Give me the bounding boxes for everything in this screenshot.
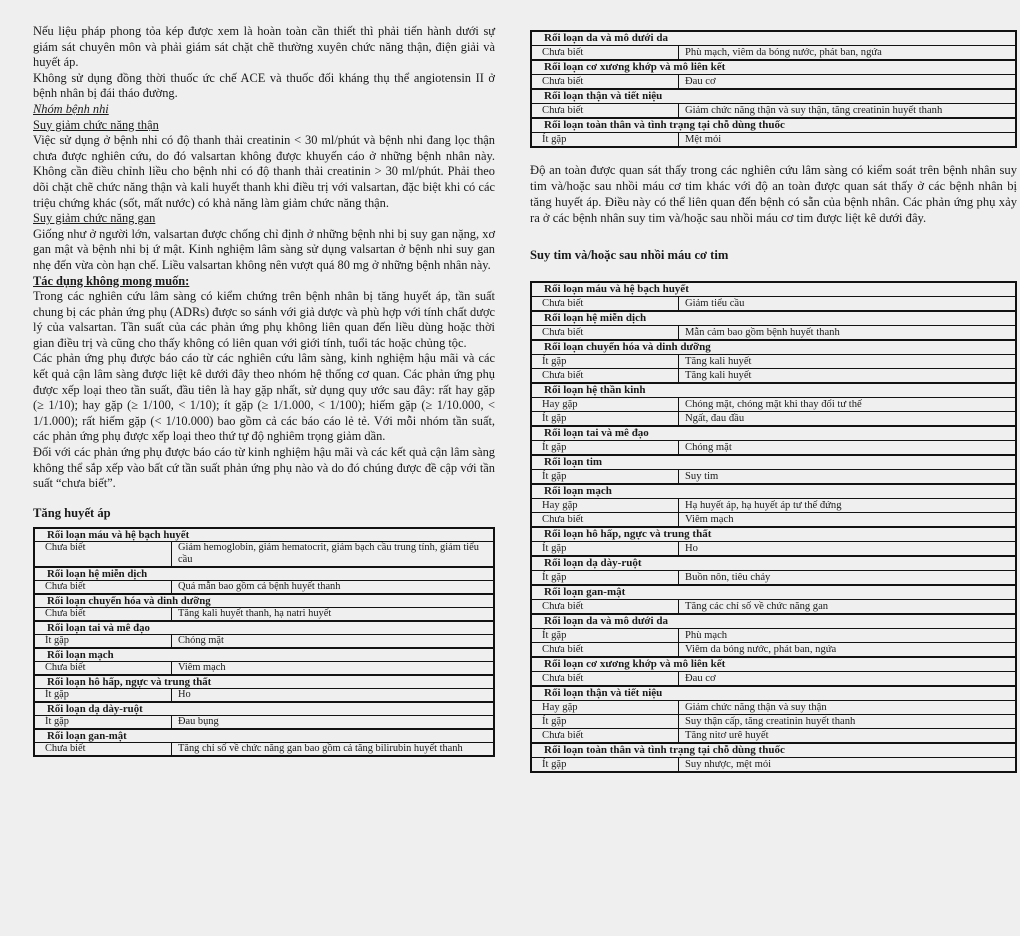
effect-cell: Tăng các chỉ số về chức năng gan bbox=[679, 600, 1017, 615]
frequency-cell: Ít gặp bbox=[531, 441, 679, 456]
effect-cell: Viêm da bóng nước, phát ban, ngứa bbox=[679, 643, 1017, 658]
table-category-row bbox=[34, 702, 494, 716]
table-category-row bbox=[531, 455, 1016, 470]
table-row bbox=[531, 643, 1016, 658]
effect-cell: Buồn nôn, tiêu chảy bbox=[679, 571, 1017, 586]
table-category-row bbox=[531, 383, 1016, 398]
frequency-cell: Ít gặp bbox=[531, 355, 679, 369]
adverse-effects-heading: Tác dụng không mong muốn: bbox=[33, 273, 190, 288]
table-category-row bbox=[34, 729, 494, 743]
table-row bbox=[34, 742, 494, 756]
category-label: Rối loạn hô hấp, ngực và trung thất bbox=[531, 527, 1016, 542]
category-label: Rối loạn gan-mật bbox=[34, 729, 494, 743]
adverse-paragraph-3: Đối với các phản ứng phụ được báo cáo từ kinh nghiệm hậu mãi và các kết quả cận lâm sàng không thể sắp xếp vào bất cứ tần suất phản ứng phụ nào và do đó chúng được đề cập với tần suất “chưa biết”. bbox=[33, 445, 495, 491]
frequency-cell: Chưa biết bbox=[34, 661, 172, 675]
table-category-row bbox=[531, 657, 1016, 672]
table-row bbox=[531, 326, 1016, 341]
effect-cell: Mẫn cảm bao gồm bệnh huyết thanh bbox=[679, 326, 1017, 341]
effect-cell: Hạ huyết áp, hạ huyết áp tư thế đứng bbox=[679, 499, 1017, 513]
table-row bbox=[531, 513, 1016, 528]
table-row bbox=[34, 580, 494, 594]
category-label: Rối loạn hệ miễn dịch bbox=[34, 567, 494, 581]
frequency-cell: Chưa biết bbox=[34, 580, 172, 594]
frequency-cell: Chưa biết bbox=[531, 104, 679, 119]
category-label: Rối loạn cơ xương khớp và mô liên kết bbox=[531, 60, 1016, 75]
category-label: Rối loạn gan-mật bbox=[531, 585, 1016, 600]
category-label: Rối loạn chuyển hóa và dinh dưỡng bbox=[34, 594, 494, 608]
table-row bbox=[531, 355, 1016, 369]
table-row bbox=[531, 369, 1016, 384]
frequency-cell: Ít gặp bbox=[34, 634, 172, 648]
frequency-cell: Chưa biết bbox=[531, 643, 679, 658]
frequency-cell: Chưa biết bbox=[531, 46, 679, 61]
frequency-cell: Ít gặp bbox=[34, 715, 172, 729]
table-row bbox=[531, 499, 1016, 513]
frequency-cell: Ít gặp bbox=[531, 542, 679, 557]
table-row bbox=[531, 542, 1016, 557]
category-label: Rối loạn mạch bbox=[531, 484, 1016, 499]
effect-cell: Đau bụng bbox=[172, 715, 495, 729]
adr-table-continued bbox=[530, 30, 1017, 148]
table-row bbox=[531, 701, 1016, 715]
effect-cell: Tăng kali huyết bbox=[679, 369, 1017, 384]
table-category-row bbox=[531, 31, 1016, 46]
table-row bbox=[34, 634, 494, 648]
table-category-row bbox=[531, 118, 1016, 133]
table-category-row bbox=[531, 686, 1016, 701]
effect-cell: Suy tim bbox=[679, 470, 1017, 485]
frequency-cell: Chưa biết bbox=[34, 607, 172, 621]
heart-failure-heading: Suy tim và/hoặc sau nhồi máu cơ tim bbox=[530, 248, 729, 262]
frequency-cell: Chưa biết bbox=[34, 541, 172, 567]
table-category-row bbox=[34, 594, 494, 608]
frequency-cell: Chưa biết bbox=[531, 369, 679, 384]
category-label: Rối loạn thận và tiết niệu bbox=[531, 89, 1016, 104]
category-label: Rối loạn hệ thần kinh bbox=[531, 383, 1016, 398]
table-category-row bbox=[531, 426, 1016, 441]
table-category-row bbox=[531, 60, 1016, 75]
hypertension-adr-table bbox=[33, 527, 495, 757]
table-category-row bbox=[531, 89, 1016, 104]
category-label: Rối loạn tim bbox=[531, 455, 1016, 470]
intro-paragraph-2: Không sử dụng đồng thời thuốc ức chế ACE và thuốc đối kháng thụ thể angiotensin II ở bệnh nhân bị đái tháo đường. bbox=[33, 70, 495, 101]
effect-cell: Viêm mạch bbox=[172, 661, 495, 675]
effect-cell: Giảm chức năng thận và suy thận bbox=[679, 701, 1017, 715]
effect-cell: Giảm hemoglobin, giảm hematocrit, giảm bạch cầu trung tính, giảm tiểu cầu bbox=[172, 541, 495, 567]
table-category-row bbox=[34, 528, 494, 542]
table-row bbox=[34, 715, 494, 729]
frequency-cell: Chưa biết bbox=[531, 513, 679, 528]
category-label: Rối loạn chuyển hóa và dinh dưỡng bbox=[531, 340, 1016, 355]
effect-cell: Chóng mặt, chóng mặt khi thay đổi tư thế bbox=[679, 398, 1017, 412]
table-row bbox=[531, 441, 1016, 456]
frequency-cell: Ít gặp bbox=[531, 571, 679, 586]
intro-paragraph-1: Nếu liệu pháp phong tỏa kép được xem là hoàn toàn cần thiết thì phải tiến hành dưới sự giám sát chuyên môn và phải giám sát chặt chẽ thường xuyên chức năng thận, điện giải và huyết áp. bbox=[33, 24, 495, 70]
category-label: Rối loạn máu và hệ bạch huyết bbox=[531, 282, 1016, 297]
effect-cell: Suy nhược, mệt mỏi bbox=[679, 758, 1017, 773]
table-row bbox=[531, 729, 1016, 744]
table-category-row bbox=[531, 743, 1016, 758]
table-category-row bbox=[34, 567, 494, 581]
effect-cell: Giảm tiểu cầu bbox=[679, 297, 1017, 312]
hypertension-heading: Tăng huyết áp bbox=[33, 505, 111, 520]
frequency-cell: Chưa biết bbox=[531, 729, 679, 744]
category-label: Rối loạn máu và hệ bạch huyết bbox=[34, 528, 494, 542]
table-category-row bbox=[531, 556, 1016, 571]
table-row bbox=[531, 133, 1016, 148]
frequency-cell: Hay gặp bbox=[531, 499, 679, 513]
table-row bbox=[531, 470, 1016, 485]
table-row bbox=[531, 75, 1016, 90]
frequency-cell: Chưa biết bbox=[531, 75, 679, 90]
effect-cell: Đau cơ bbox=[679, 672, 1017, 687]
frequency-cell: Chưa biết bbox=[531, 326, 679, 341]
table-category-row bbox=[531, 527, 1016, 542]
frequency-cell: Ít gặp bbox=[531, 715, 679, 729]
frequency-cell: Ít gặp bbox=[531, 629, 679, 643]
category-label: Rối loạn tai và mê đạo bbox=[531, 426, 1016, 441]
right-column bbox=[530, 30, 1017, 773]
effect-cell: Mệt mỏi bbox=[679, 133, 1017, 148]
frequency-cell: Ít gặp bbox=[34, 688, 172, 702]
category-label: Rối loạn mạch bbox=[34, 648, 494, 662]
category-label: Rối loạn cơ xương khớp và mô liên kết bbox=[531, 657, 1016, 672]
table-category-row bbox=[34, 648, 494, 662]
table-row bbox=[531, 412, 1016, 427]
table-category-row bbox=[531, 282, 1016, 297]
frequency-cell: Hay gặp bbox=[531, 398, 679, 412]
table-category-row bbox=[531, 614, 1016, 629]
effect-cell: Viêm mạch bbox=[679, 513, 1017, 528]
frequency-cell: Chưa biết bbox=[531, 672, 679, 687]
category-label: Rối loạn hô hấp, ngực và trung thất bbox=[34, 675, 494, 689]
table-row bbox=[34, 688, 494, 702]
table-row bbox=[531, 571, 1016, 586]
left-column bbox=[33, 0, 495, 757]
table-row bbox=[34, 661, 494, 675]
category-label: Rối loạn da và mô dưới da bbox=[531, 31, 1016, 46]
table-row bbox=[531, 758, 1016, 773]
frequency-cell: Ít gặp bbox=[531, 133, 679, 148]
effect-cell: Tăng kali huyết bbox=[679, 355, 1017, 369]
pediatric-heading: Nhóm bệnh nhi bbox=[33, 101, 109, 116]
effect-cell: Phù mạch, viêm da bóng nước, phát ban, ngứa bbox=[679, 46, 1017, 61]
table-row bbox=[531, 629, 1016, 643]
category-label: Rối loạn dạ dày-ruột bbox=[531, 556, 1016, 571]
category-label: Rối loạn dạ dày-ruột bbox=[34, 702, 494, 716]
effect-cell: Tăng kali huyết thanh, hạ natri huyết bbox=[172, 607, 495, 621]
table-category-row bbox=[34, 621, 494, 635]
frequency-cell: Ít gặp bbox=[531, 470, 679, 485]
effect-cell: Ho bbox=[172, 688, 495, 702]
effect-cell: Đau cơ bbox=[679, 75, 1017, 90]
effect-cell: Chóng mặt bbox=[172, 634, 495, 648]
safety-paragraph: Độ an toàn được quan sát thấy trong các nghiên cứu lâm sàng có kiểm soát trên bệnh nhân suy tim và/hoặc sau nhồi máu cơ tim khác với độ an toàn được quan sát thấy ở các bệnh nhân bị tăng huyết áp. Điều này có thể liên quan đến bệnh có sẵn của bệnh nhân. Các phản ứng phụ xảy ra ở các bệnh nhân suy tim và/hoặc sau nhồi máu cơ tim được liệt kê dưới đây. bbox=[530, 163, 1017, 225]
table-category-row bbox=[531, 585, 1016, 600]
frequency-cell: Chưa biết bbox=[531, 600, 679, 615]
adverse-paragraph-1: Trong các nghiên cứu lâm sàng có kiểm chứng trên bệnh nhân bị tăng huyết áp, tần suất chung bị các phản ứng phụ (ADRs) được so sánh với giả dược và phù hợp với tính chất dược lý của valsartan. Tần suất của các phản ứng phụ không liên quan đến liều dùng hoặc thời gian điều trị và cũng cho thấy không có liên quan với giới tính, tuổi tác hoặc chủng tộc. bbox=[33, 289, 495, 350]
effect-cell: Chóng mặt bbox=[679, 441, 1017, 456]
table-row bbox=[531, 104, 1016, 119]
table-row bbox=[34, 607, 494, 621]
effect-cell: Phù mạch bbox=[679, 629, 1017, 643]
heart-failure-adr-table bbox=[530, 281, 1017, 773]
table-category-row bbox=[531, 340, 1016, 355]
renal-paragraph: Việc sử dụng ở bệnh nhi có độ thanh thải creatinin < 30 ml/phút và bệnh nhi đang lọc thận chưa được nghiên cứu, do đó valsartan không được khuyến cáo ở những bệnh nhân này. Không cần điều chỉnh liều cho bệnh nhi có độ thanh thải creatinin > 30 ml/phút. Phải theo dõi chặt chẽ chức năng thận và kali huyết thanh khi điều trị với valsartan, đặc biệt khi có các triệu chứng khác (sốt, mất nước) có khả năng làm giảm chức năng thận. bbox=[33, 133, 495, 210]
hepatic-heading: Suy giảm chức năng gan bbox=[33, 211, 156, 226]
table-category-row bbox=[34, 675, 494, 689]
table-row bbox=[531, 600, 1016, 615]
effect-cell: Giảm chức năng thận và suy thận, tăng creatinin huyết thanh bbox=[679, 104, 1017, 119]
category-label: Rối loạn hệ miễn dịch bbox=[531, 311, 1016, 326]
hepatic-paragraph: Giống như ở người lớn, valsartan được chống chỉ định ở những bệnh nhi bị suy gan nặng, xơ gan mật và bệnh nhi bị ứ mật. Kinh nghiệm lâm sàng sử dụng valsartan ở bệnh nhi suy gan nhẹ đến vừa còn hạn chế. Liều valsartan không nên vượt quá 80 mg ở những bệnh nhân này. bbox=[33, 226, 495, 272]
effect-cell: Quá mẫn bao gồm cả bệnh huyết thanh bbox=[172, 580, 495, 594]
table-row bbox=[531, 46, 1016, 61]
table-row bbox=[531, 715, 1016, 729]
frequency-cell: Chưa biết bbox=[531, 297, 679, 312]
frequency-cell: Hay gặp bbox=[531, 701, 679, 715]
frequency-cell: Ít gặp bbox=[531, 758, 679, 773]
adverse-paragraph-2: Các phản ứng phụ được báo cáo từ các nghiên cứu lâm sàng, kinh nghiệm hậu mãi và các kết quả cận lâm sàng được liệt kê dưới đây theo nhóm hệ thống cơ quan. Các phản ứng phụ được xếp loại theo tần suất, đầu tiên là hay gặp nhất, sử dụng quy ước sau đây: rất hay gặp (≥ 1/10); hay gặp (≥ 1/100, < 1/10); ít gặp (≥ 1/1.000, < 1/100); hiếm gặp (≥ 1/10.000, < 1/1.000); rất hiếm gặp (< 1/10.000) bao gồm cả các báo cáo lẻ tẻ. Với mỗi nhóm tần suất, các phản ứng phụ được xếp loại theo thứ tự độ nghiêm trọng giảm dần. bbox=[33, 351, 495, 444]
table-row bbox=[531, 672, 1016, 687]
table-row bbox=[34, 541, 494, 567]
category-label: Rối loạn toàn thân và tình trạng tại chỗ dùng thuốc bbox=[531, 118, 1016, 133]
category-label: Rối loạn tai và mê đạo bbox=[34, 621, 494, 635]
category-label: Rối loạn toàn thân và tình trạng tại chỗ dùng thuốc bbox=[531, 743, 1016, 758]
frequency-cell: Ít gặp bbox=[531, 412, 679, 427]
category-label: Rối loạn da và mô dưới da bbox=[531, 614, 1016, 629]
renal-heading: Suy giảm chức năng thận bbox=[33, 117, 159, 132]
table-category-row bbox=[531, 311, 1016, 326]
effect-cell: Tăng nitơ urê huyết bbox=[679, 729, 1017, 744]
frequency-cell: Chưa biết bbox=[34, 742, 172, 756]
effect-cell: Suy thận cấp, tăng creatinin huyết thanh bbox=[679, 715, 1017, 729]
effect-cell: Tăng chỉ số về chức năng gan bao gồm cả tăng bilirubin huyết thanh bbox=[172, 742, 495, 756]
effect-cell: Ngất, đau đầu bbox=[679, 412, 1017, 427]
table-row bbox=[531, 398, 1016, 412]
table-row bbox=[531, 297, 1016, 312]
category-label: Rối loạn thận và tiết niệu bbox=[531, 686, 1016, 701]
table-category-row bbox=[531, 484, 1016, 499]
effect-cell: Ho bbox=[679, 542, 1017, 557]
